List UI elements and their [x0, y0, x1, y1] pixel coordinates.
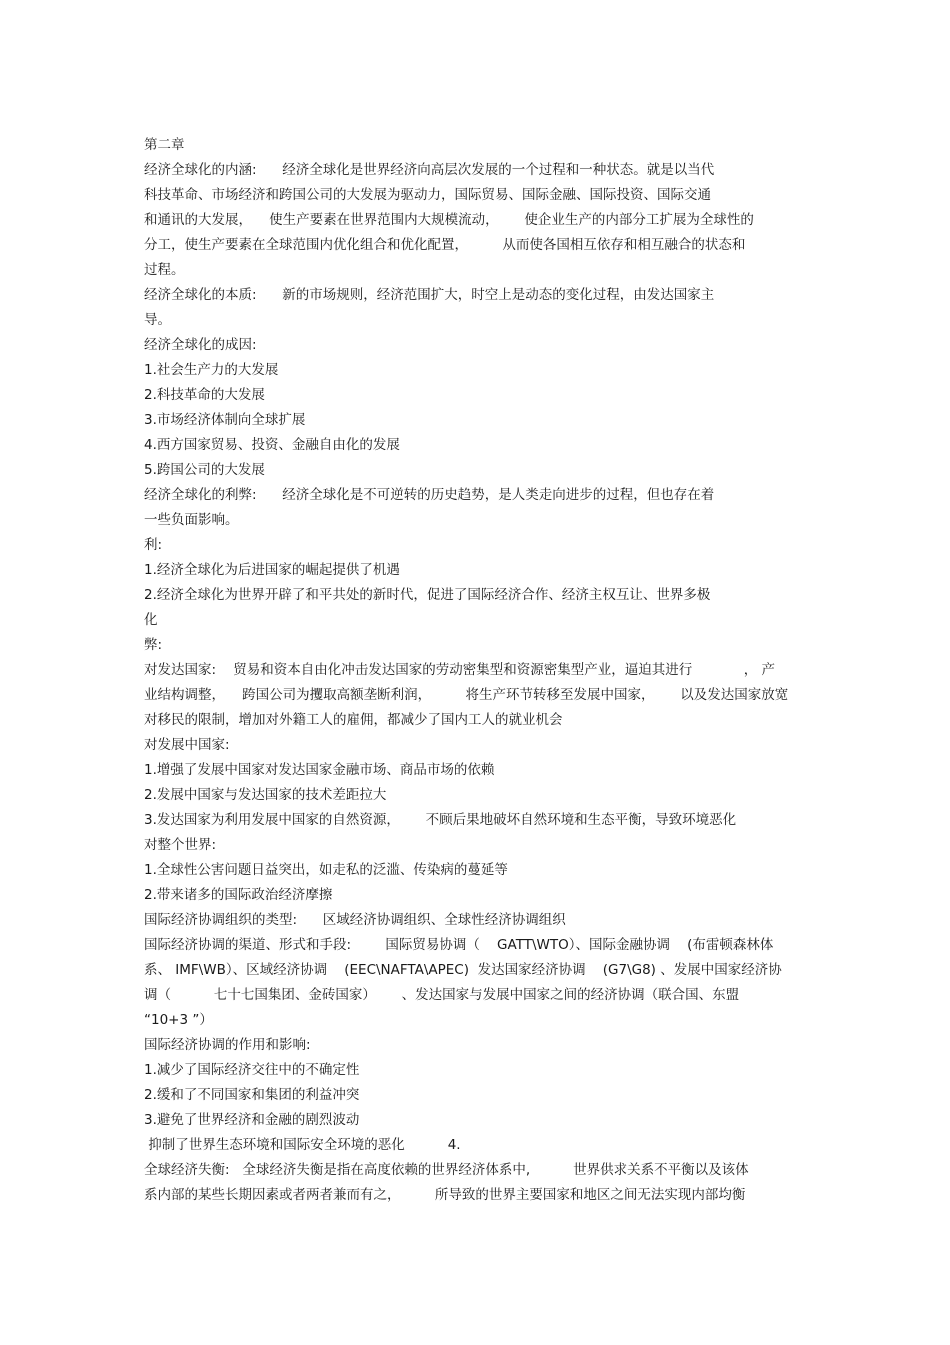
text-line: 1.减少了国际经济交往中的不确定性	[144, 1062, 360, 1078]
text-line: 对发达国家: 贸易和资本自由化冲击发达国家的劳动密集型和资源密集型产业，逼迫其进行 ， 产	[144, 662, 775, 678]
text-line: 2.发展中国家与发达国家的技术差距拉大	[144, 787, 387, 803]
text-line: 3.发达国家为利用发展中国家的自然资源， 不顾后果地破坏自然环境和生态平衡，导致环境恶化	[144, 812, 737, 828]
text-line: 国际经济协调的作用和影响:	[144, 1037, 311, 1053]
text-line: 2.科技革命的大发展	[144, 387, 265, 403]
text-line: 经济全球化的内涵: 经济全球化是世界经济向高层次发展的一个过程和一种状态。就是以当代	[144, 162, 715, 178]
text-line: 1.经济全球化为后进国家的崛起提供了机遇	[144, 562, 400, 578]
text-line: 过程。	[144, 262, 185, 278]
text-line: 2.带来诸多的国际政治经济摩擦	[144, 887, 333, 903]
text-line: 第二章	[144, 137, 185, 153]
text-line: 全球经济失衡: 全球经济失衡是指在高度依赖的世界经济体系中, 世界供求关系不平衡以及该体	[144, 1162, 749, 1178]
text-line: 对发展中国家:	[144, 737, 230, 753]
text-line: 系内部的某些长期因素或者两者兼而有之， 所导致的世界主要国家和地区之间无法实现内部均衡	[144, 1187, 746, 1203]
text-line: 1.增强了发展中国家对发达国家金融市场、商品市场的依赖	[144, 762, 495, 778]
text-line: 利:	[144, 537, 163, 553]
text-line: 1.全球性公害问题日益突出，如走私的泛滥、传染病的蔓延等	[144, 862, 508, 878]
text-line: 4.西方国家贸易、投资、金融自由化的发展	[144, 437, 400, 453]
text-line: 2.经济全球化为世界开辟了和平共处的新时代，促进了国际经济合作、经济主权互让、世界多极	[144, 587, 711, 603]
text-line: 一些负面影响。	[144, 512, 239, 528]
text-line: 3.市场经济体制向全球扩展	[144, 412, 306, 428]
text-line: 化	[144, 612, 158, 628]
text-line: 对整个世界:	[144, 837, 217, 853]
text-line: 经济全球化的利弊: 经济全球化是不可逆转的历史趋势，是人类走向进步的过程，但也存在着	[144, 487, 715, 503]
text-line: 国际经济协调组织的类型: 区域经济协调组织、全球性经济协调组织	[144, 912, 566, 928]
text-line: 业结构调整， 跨国公司为攫取高额垄断利润， 将生产环节转移至发展中国家， 以及发达国家放宽	[144, 687, 789, 703]
text-line: 经济全球化的本质: 新的市场规则，经济范围扩大，时空上是动态的变化过程，由发达国家主	[144, 287, 715, 303]
text-line: 分工，使生产要素在全球范围内优化组合和优化配置， 从而使各国相互依存和相互融合的状态和	[144, 237, 746, 253]
text-line: 和通讯的大发展， 使生产要素在世界范围内大规模流动， 使企业生产的内部分工扩展为全球性的	[144, 212, 754, 228]
text-line: 5.跨国公司的大发展	[144, 462, 265, 478]
text-line: “10+3 ”）	[144, 1012, 213, 1028]
text-line: 对移民的限制，增加对外籍工人的雇佣，都减少了国内工人的就业机会	[144, 712, 563, 728]
text-line: 导。	[144, 312, 171, 328]
text-line: 科技革命、市场经济和跨国公司的大发展为驱动力，国际贸易、国际金融、国际投资、国际交通	[144, 187, 711, 203]
text-line: 2.缓和了不同国家和集团的利益冲突	[144, 1087, 360, 1103]
text-line: 1.社会生产力的大发展	[144, 362, 279, 378]
text-line: 调（ 七十七国集团、金砖国家） 、发达国家与发展中国家之间的经济协调（联合国、东盟	[144, 987, 740, 1003]
text-line: 弊:	[144, 637, 163, 653]
text-line: 3.避免了世界经济和金融的剧烈波动	[144, 1112, 360, 1128]
text-line: 抑制了世界生态环境和国际安全环境的恶化 4.	[144, 1137, 461, 1153]
text-line: 国际经济协调的渠道、形式和手段: 国际贸易协调（ GATT\WTO）、国际金融协调 (布雷顿森林体	[144, 937, 774, 953]
text-line: 系、 IMF\WB）、区域经济协调 (EEC\NAFTA\APEC) 发达国家经济协调 (G7\G8) 、发展中国家经济协	[144, 962, 782, 978]
text-line: 经济全球化的成因:	[144, 337, 257, 353]
